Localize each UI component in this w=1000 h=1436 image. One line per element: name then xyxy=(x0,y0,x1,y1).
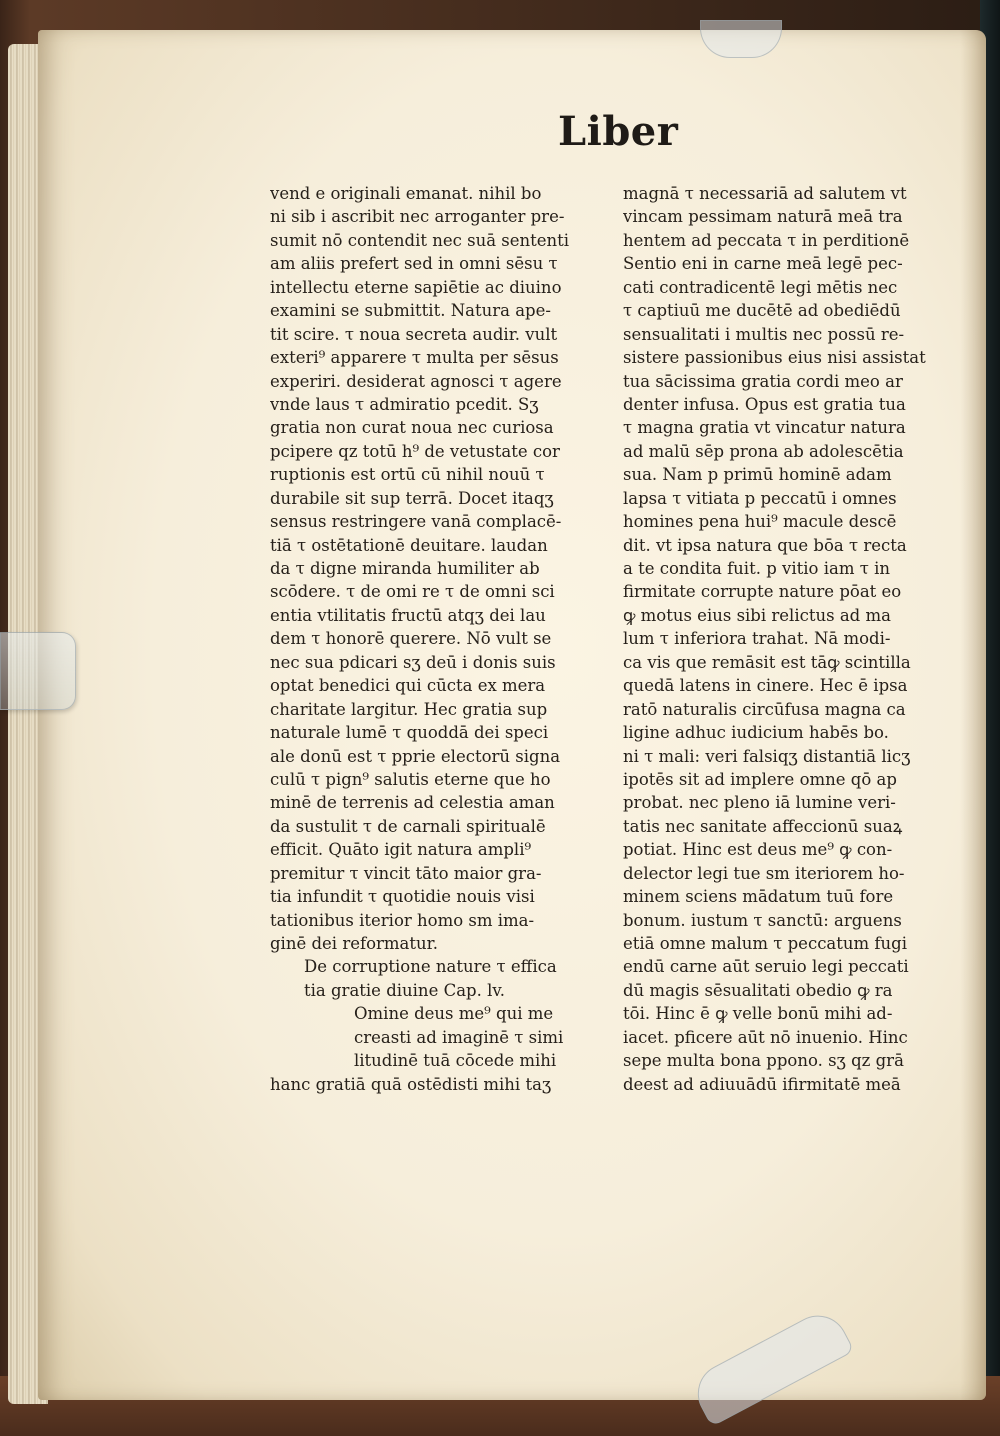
text-line: delector legi tue sm iteriorem ho- xyxy=(623,863,905,883)
text-line: lapsa τ vitiata p peccatū i omnes xyxy=(623,488,897,508)
text-line: culū τ pign⁹ salutis eterne que ho xyxy=(270,769,551,789)
text-line: exteri⁹ apparere τ multa per sēsus xyxy=(270,348,559,368)
text-line: minē de terrenis ad celestia aman xyxy=(270,793,555,813)
text-line: efficit. Quāto igit natura ampli⁹ xyxy=(270,840,532,860)
text-line: potiat. Hinc est deus me⁹ ꝙ con- xyxy=(623,840,893,860)
text-line: Sentio eni in carne meā legē pec- xyxy=(623,254,903,274)
text-line: hanc gratiā quā ostēdisti mihi taʒ xyxy=(270,1074,552,1094)
text-line: vend e originali emanat. nihil bo xyxy=(270,184,542,203)
text-line: denter infusa. Opus est gratia tua xyxy=(623,394,906,414)
text-line: minem sciens mādatum tuū fore xyxy=(623,887,894,907)
text-line: firmitate corrupte nature pōat eo xyxy=(623,582,902,602)
text-line: sepe multa bona ppono. sʒ qz grā xyxy=(623,1051,904,1071)
text-line: experiri. desiderat agnosci τ agere xyxy=(270,371,562,391)
text-line: ipotēs sit ad implere omne qō ap xyxy=(623,769,897,789)
text-line: tiā τ ostētationē deuitare. laudan xyxy=(270,535,548,555)
text-line: sua. Nam p primū hominē adam xyxy=(623,465,892,485)
text-line: ligine adhuc iudicium habēs bo. xyxy=(623,723,889,743)
text-line: ad malū sēp prona ab adolescētia xyxy=(623,441,904,461)
text-line: tōi. Hinc ē ꝙ velle bonū mihi ad- xyxy=(623,1004,893,1024)
text-line: scōdere. τ de omi re τ de omni sci xyxy=(270,582,555,602)
page-edge-shadow xyxy=(960,30,986,1400)
text-line: deest ad adiuuādū ifirmitatē meā xyxy=(623,1074,901,1094)
text-line: am aliis prefert sed in omni sēsu τ xyxy=(270,254,558,274)
text-line: pcipere qz totū h⁹ de vetustate cor xyxy=(270,441,560,461)
text-line: Omine deus me⁹ qui me xyxy=(354,1004,554,1024)
text-line: endū carne aūt seruio legi peccati xyxy=(623,957,909,977)
right-text-column xyxy=(623,182,955,1096)
text-line: intellectu eterne sapiētie ac diuino xyxy=(270,277,562,297)
text-line: homines pena hui⁹ macule descē xyxy=(623,512,897,532)
text-line: ale donū est τ pprie electorū signa xyxy=(270,746,561,766)
text-line: sumit nō contendit nec suā sententi xyxy=(270,230,570,250)
book-page xyxy=(38,30,986,1400)
text-line: lum τ inferiora trahat. Nā modi- xyxy=(623,629,891,649)
page-clip-left xyxy=(0,632,76,710)
text-line: τ magna gratia vt vincatur natura xyxy=(623,418,906,438)
chapter-heading: De corruptione nature τ effica xyxy=(304,957,557,977)
text-line: vnde laus τ admiratio pcedit. Sʒ xyxy=(270,394,539,414)
text-line: τ captiuū me ducētē ad obediēdū xyxy=(623,301,901,321)
text-line: examini se submittit. Natura ape- xyxy=(270,301,551,321)
text-line: creasti ad imaginē τ simi xyxy=(354,1027,564,1047)
text-line: ruptionis est ortū cū nihil nouū τ xyxy=(270,465,545,485)
text-line: ꝙ motus eius sibi relictus ad ma xyxy=(623,605,891,625)
text-line: litudinē tuā cōcede mihi xyxy=(354,1051,557,1071)
text-line: dū magis sēsualitati obedio ꝙ ra xyxy=(623,980,893,1000)
running-head: Liber xyxy=(558,108,679,155)
text-line: iacet. pficere aūt nō inuenio. Hinc xyxy=(623,1027,908,1047)
text-line: premitur τ vincit tāto maior gra- xyxy=(270,863,542,883)
text-line: da τ digne miranda humiliter ab xyxy=(270,559,540,578)
text-line: ca vis que remāsit est tāꝙ scintilla xyxy=(623,652,911,672)
text-line: tia infundit τ quotidie nouis visi xyxy=(270,887,535,907)
text-line: hentem ad peccata τ in perditionē xyxy=(623,230,910,250)
text-line: optat benedici qui cūcta ex mera xyxy=(270,676,546,696)
text-line: ni τ mali: veri falsiqʒ distantiā licʒ xyxy=(623,746,911,766)
text-line: sensus restringere vanā complacē- xyxy=(270,512,562,532)
text-line: sistere passionibus eius nisi assistat xyxy=(623,348,926,368)
text-line: tatis nec sanitate affeccionū suaꝝ xyxy=(623,816,903,836)
text-line: naturale lumē τ quoddā dei speci xyxy=(270,723,549,743)
text-line: da sustulit τ de carnali spiritualē xyxy=(270,816,546,836)
text-line: quedā latens in cinere. Hec ē ipsa xyxy=(623,676,908,696)
text-line: a te condita fuit. p vitio iam τ in xyxy=(623,559,890,578)
text-line: ratō naturalis circūfusa magna ca xyxy=(623,699,906,719)
text-line: tit scire. τ noua secreta audir. vult xyxy=(270,324,558,344)
text-line: vincam pessimam naturā meā tra xyxy=(623,207,903,227)
text-line: charitate largitur. Hec gratia sup xyxy=(270,699,548,719)
left-text-column xyxy=(270,182,610,1096)
text-line: probat. nec pleno iā lumine veri- xyxy=(623,793,896,813)
text-line: cati contradicentē legi mētis nec xyxy=(623,277,898,297)
text-line: dem τ honorē querere. Nō vult se xyxy=(270,629,552,649)
text-line: sensualitati i multis nec possū re- xyxy=(623,324,905,344)
text-line: etiā omne malum τ peccatum fugi xyxy=(623,934,907,953)
text-line: magnā τ necessariā ad salutem vt xyxy=(623,184,907,203)
text-line: tationibus iterior homo sm ima- xyxy=(270,910,535,930)
chapter-heading: tia gratie diuine Cap. lv. xyxy=(304,980,505,1000)
text-line: entia vtilitatis fructū atqʒ dei lau xyxy=(270,605,546,625)
text-line: gratia non curat noua nec curiosa xyxy=(270,418,554,438)
text-line: durabile sit sup terrā. Docet itaqʒ xyxy=(270,488,554,508)
text-line: bonum. iustum τ sanctū: arguens xyxy=(623,910,902,930)
text-line: tua sācissima gratia cordi meo ar xyxy=(623,371,903,391)
text-line: ginē dei reformatur. xyxy=(270,934,438,953)
text-line: ni sib i ascribit nec arroganter pre- xyxy=(270,207,565,227)
text-line: nec sua pdicari sʒ deū i donis suis xyxy=(270,652,556,672)
text-line: dit. vt ipsa natura que bōa τ recta xyxy=(623,535,907,555)
